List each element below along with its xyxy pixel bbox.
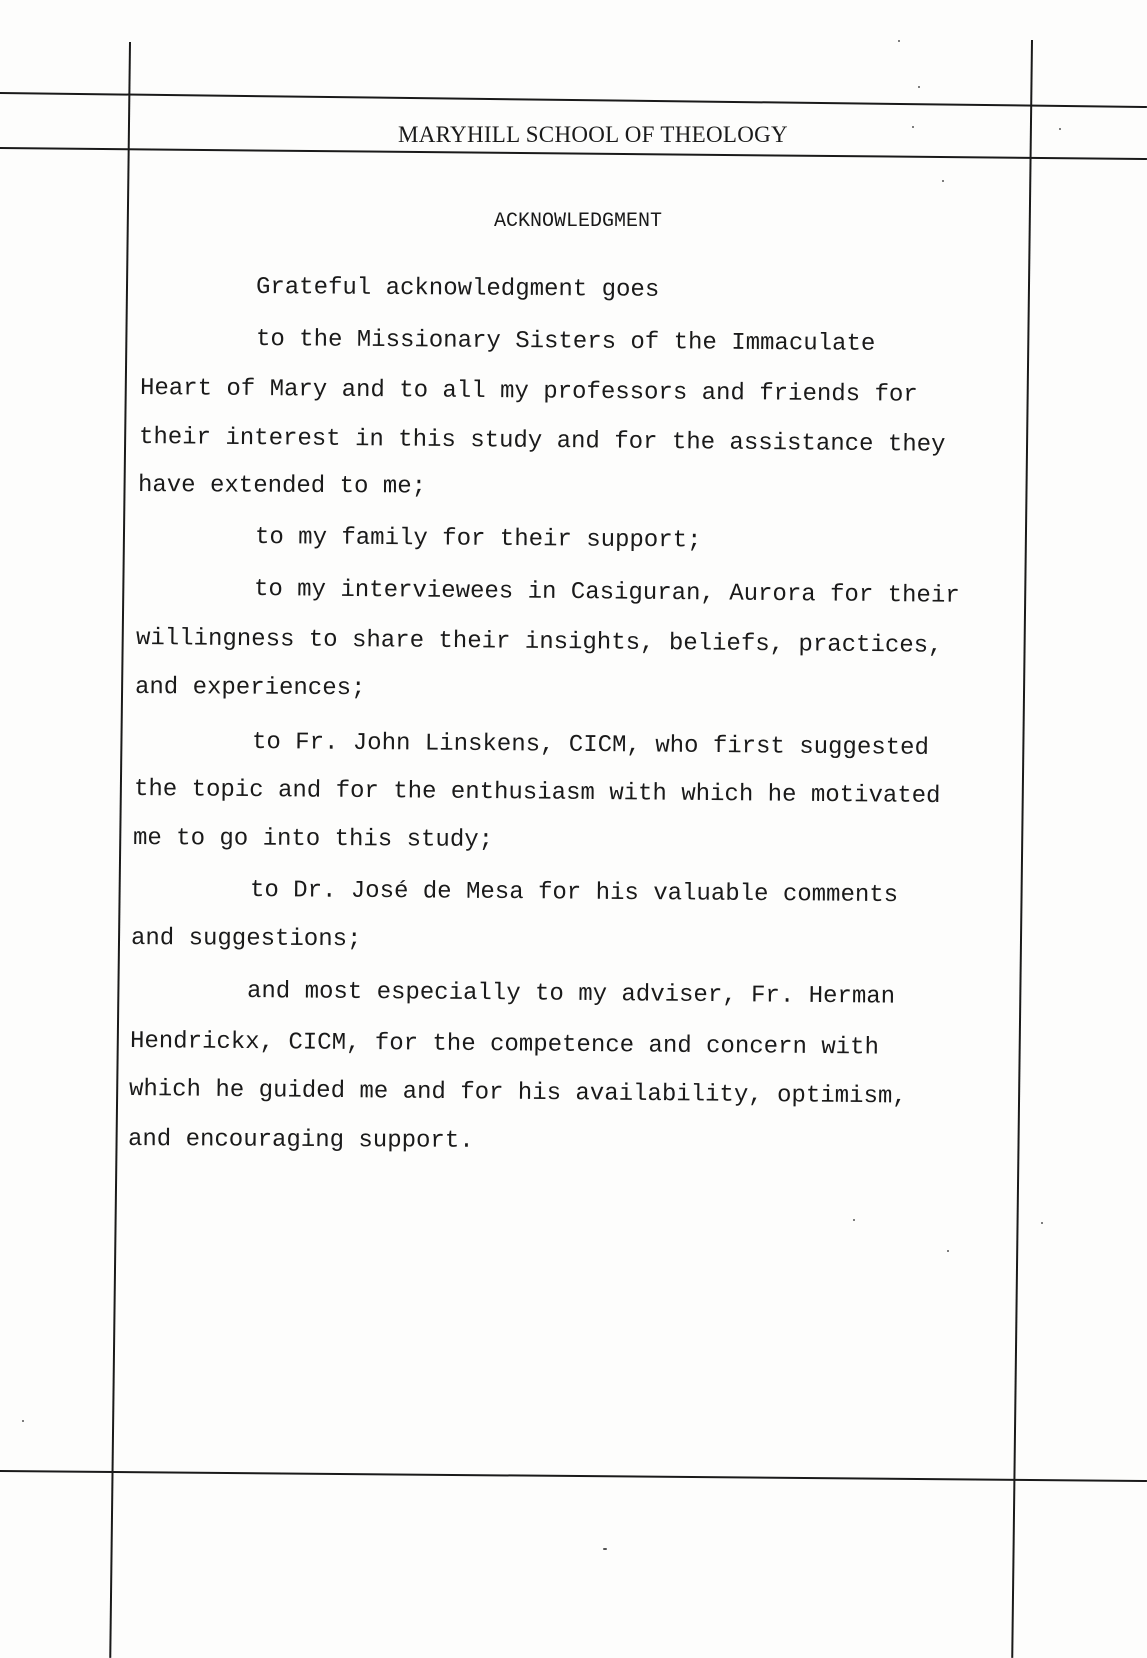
left-margin-rule	[109, 42, 131, 1658]
body-line: Hendrickx, CICM, for the competence and concern with	[129, 1028, 880, 1062]
body-line: Grateful acknowledgment goes	[255, 274, 660, 304]
school-name: MARYHILL SCHOOL OF THEOLOGY	[398, 122, 788, 147]
body-line: have extended to me;	[137, 472, 427, 501]
scan-speck	[1059, 128, 1061, 130]
scan-speck	[918, 86, 920, 88]
scan-speck	[898, 40, 900, 42]
body-line: and encouraging support.	[127, 1126, 474, 1155]
scan-speck	[912, 126, 914, 128]
body-line: to my family for their support;	[254, 524, 702, 555]
body-line: to my interviewees in Casiguran, Aurora for their	[253, 576, 960, 610]
top-rule	[0, 92, 1147, 108]
body-line: willingness to share their insights, beliefs, practices,	[135, 625, 943, 660]
body-line: Heart of Mary and to all my professors and friends for	[139, 375, 918, 409]
body-line: the topic and for the enthusiasm with which he motivated	[133, 776, 941, 811]
body-line: their interest in this study and for the assistance they	[138, 424, 946, 459]
scan-speck	[1041, 1222, 1043, 1224]
scan-speck	[853, 1219, 855, 1221]
header-rule	[0, 147, 1147, 160]
body-line: to Dr. José de Mesa for his valuable comments	[249, 877, 899, 910]
body-line: to the Missionary Sisters of the Immaculate	[255, 326, 876, 358]
body-line: me to go into this study;	[132, 825, 494, 854]
right-margin-rule	[1011, 40, 1033, 1658]
bottom-rule	[0, 1470, 1147, 1482]
scan-speck	[22, 1420, 24, 1422]
scan-speck	[603, 1548, 607, 1550]
body-line: to Fr. John Linskens, CICM, who first suggested	[251, 729, 930, 762]
body-line: and suggestions;	[130, 925, 362, 954]
scan-speck	[942, 180, 944, 182]
body-line: and most especially to my adviser, Fr. Herman	[246, 978, 896, 1011]
scan-speck	[947, 1250, 949, 1252]
page-title: ACKNOWLEDGMENT	[494, 210, 663, 233]
body-line: which he guided me and for his availability, optimism,	[128, 1076, 907, 1111]
body-line: and experiences;	[134, 674, 366, 703]
